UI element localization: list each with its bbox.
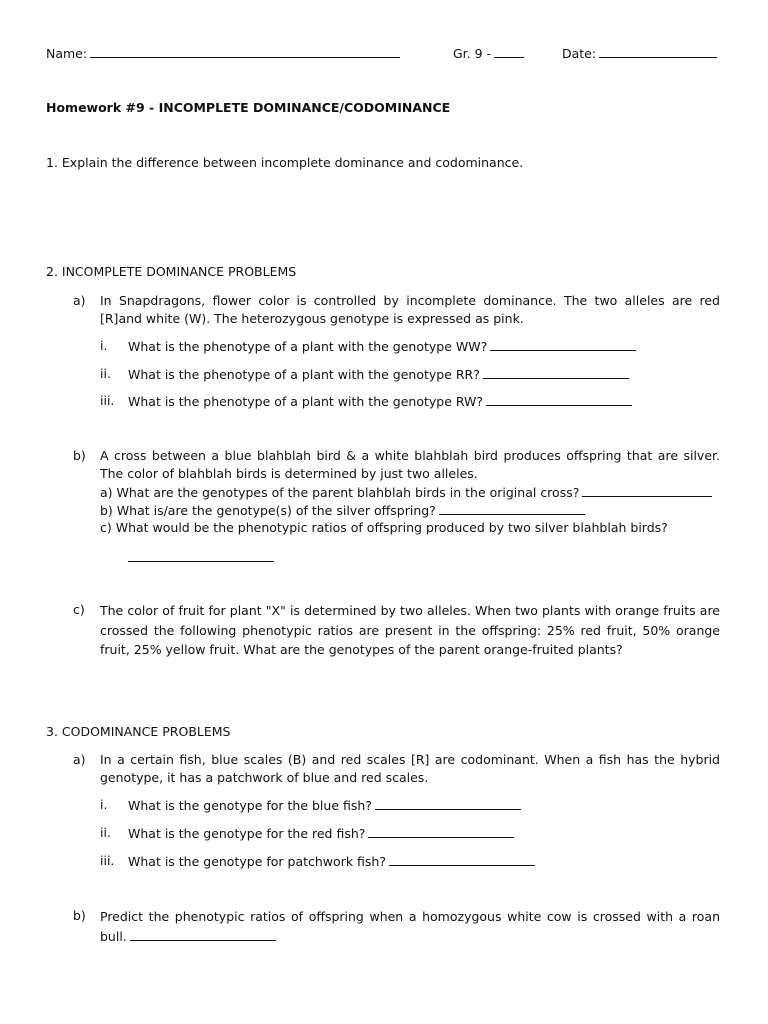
- date-blank[interactable]: [599, 44, 717, 58]
- s2-b-sub-c-text: c) What would be the phenotypic ratios of offspring produced by two silver blahblah birds?: [100, 520, 668, 535]
- s3-a-i-text: What is the genotype for the blue fish?: [128, 798, 372, 813]
- answer-blank[interactable]: [375, 796, 521, 810]
- s2-b-text: A cross between a blue blahblah bird & a white blahblah bird produces offspring that are silver. The color of blahblah birds is determined by just two alleles.: [100, 448, 720, 481]
- answer-blank[interactable]: [368, 824, 514, 838]
- s3-a-label: a): [73, 752, 86, 767]
- grade-blank[interactable]: [494, 44, 524, 58]
- s2-a-label: a): [73, 293, 86, 308]
- s2-b-sub-b-row: [100, 501, 585, 520]
- s2-a-ii-row: [128, 365, 629, 384]
- question-1: 1. Explain the difference between incomplete dominance and codominance.: [46, 155, 524, 170]
- answer-blank[interactable]: [128, 548, 274, 562]
- page-title: Homework #9 - INCOMPLETE DOMINANCE/CODOMINANCE: [46, 100, 451, 115]
- s3-a-ii-text: What is the genotype for the red fish?: [128, 826, 366, 841]
- s2-b-sub-a-row: [100, 483, 712, 502]
- s2-a-i-row: [128, 337, 636, 356]
- date-label: Date:: [562, 46, 597, 61]
- grade-label: Gr. 9 -: [453, 46, 492, 61]
- s2-a-ii-num: ii.: [100, 366, 111, 381]
- grade-field-row: [453, 44, 524, 63]
- section-2-heading: 2. INCOMPLETE DOMINANCE PROBLEMS: [46, 264, 297, 279]
- section-3-heading: 3. CODOMINANCE PROBLEMS: [46, 724, 231, 739]
- answer-blank[interactable]: [582, 483, 712, 497]
- s3-b-row: [100, 907, 720, 946]
- s2-b-sub-b-text: b) What is/are the genotype(s) of the silver offspring?: [100, 503, 436, 518]
- name-blank[interactable]: [90, 44, 400, 58]
- s2-a-ii-text: What is the phenotype of a plant with the genotype RR?: [128, 367, 480, 382]
- s3-a-ii-num: ii.: [100, 825, 111, 840]
- date-field-row: [562, 44, 717, 63]
- name-label: Name:: [46, 46, 88, 61]
- s3-a-text: In a certain fish, blue scales (B) and red scales [R] are codominant. When a fish has the hybrid genotype, it has a patchwork of blue and red scales.: [100, 752, 720, 785]
- s3-a-iii-num: iii.: [100, 853, 115, 868]
- name-field-row: [46, 44, 400, 63]
- answer-blank[interactable]: [439, 501, 585, 515]
- s2-a-iii-num: iii.: [100, 393, 115, 408]
- s2-c-text: The color of fruit for plant "X" is determined by two alleles. When two plants with orange fruits are crossed the following phenotypic ratios are present in the offspring: 25% red fruit, 50% orange fruit, 25% yellow fruit. What are the genotypes of the parent orange-fruited plants?: [100, 603, 720, 657]
- s3-a-iii-text: What is the genotype for patchwork fish?: [128, 854, 386, 869]
- s2-b-sub-a-text: a) What are the genotypes of the parent blahblah birds in the original cross?: [100, 485, 580, 500]
- answer-blank[interactable]: [389, 852, 535, 866]
- s3-a-iii-row: [128, 852, 535, 871]
- s3-b-text: Predict the phenotypic ratios of offspring when a homozygous white cow is crossed with a roan bull.: [100, 909, 720, 944]
- s2-a-i-num: i.: [100, 338, 108, 353]
- s3-a-i-row: [128, 796, 521, 815]
- s2-a-iii-row: [128, 392, 632, 411]
- s3-a-ii-row: [128, 824, 514, 843]
- s3-a-i-num: i.: [100, 797, 108, 812]
- s2-b-label: b): [73, 448, 86, 463]
- s3-b-label: b): [73, 908, 86, 923]
- s2-c-label: c): [73, 602, 85, 617]
- answer-blank[interactable]: [130, 927, 276, 941]
- s2-a-text: In Snapdragons, flower color is controlled by incomplete dominance. The two alleles are red [R]and white (W). The heterozygous genotype is expressed as pink.: [100, 293, 720, 326]
- answer-blank[interactable]: [486, 392, 632, 406]
- s2-a-iii-text: What is the phenotype of a plant with the genotype RW?: [128, 394, 484, 409]
- s2-a-i-text: What is the phenotype of a plant with the genotype WW?: [128, 339, 488, 354]
- answer-blank[interactable]: [490, 337, 636, 351]
- answer-blank[interactable]: [483, 365, 629, 379]
